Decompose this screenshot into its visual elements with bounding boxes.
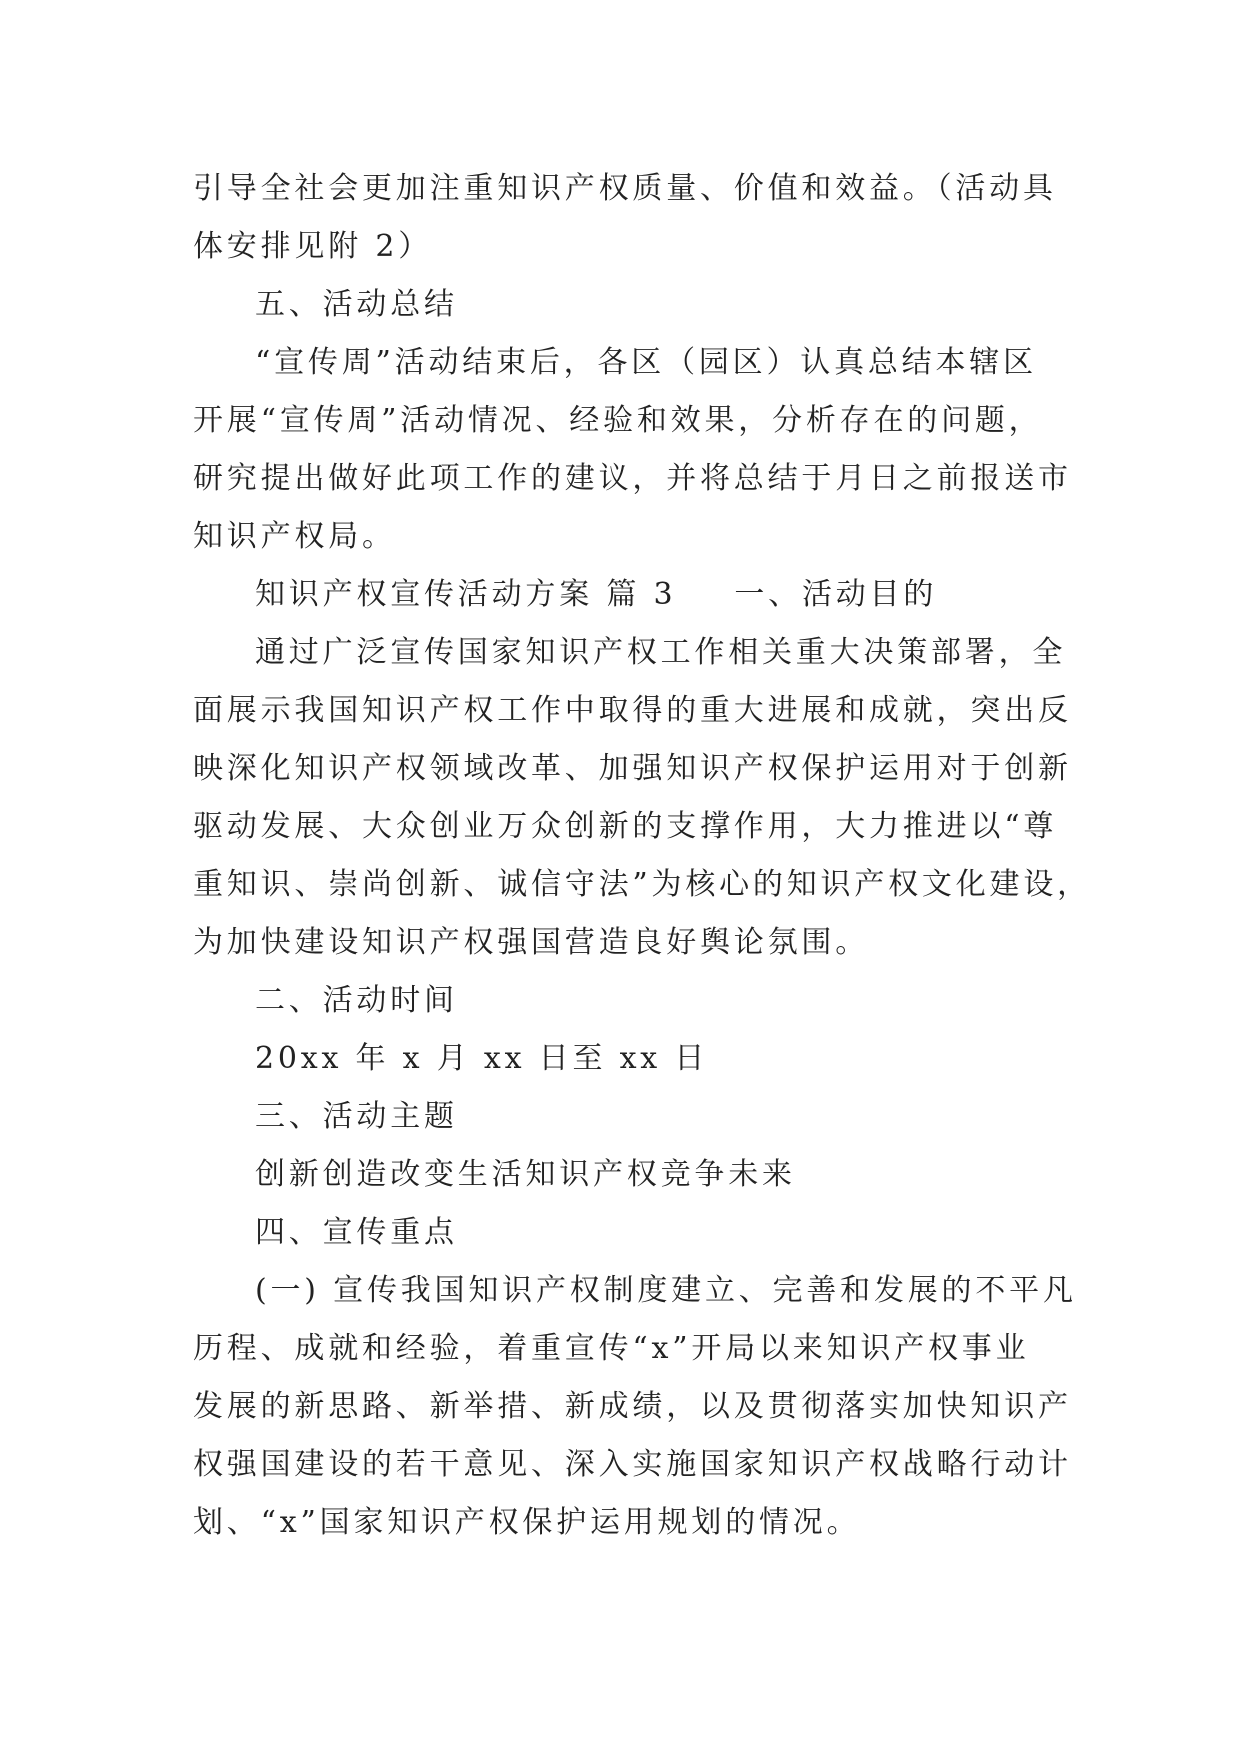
paragraph-line: 面展示我国知识产权工作中取得的重大进展和成就，突出反 — [193, 693, 1072, 728]
paragraph-line: 研究提出做好此项工作的建议，并将总结于月日之前报送市 — [193, 461, 1072, 496]
section-heading: 三、活动主题 — [255, 1099, 458, 1134]
document-title-line — [193, 566, 1053, 624]
section-heading: 一、活动目的 — [734, 577, 938, 612]
paragraph-line: 重知识、崇尚创新、诚信守法”为核心的知识产权文化建设， — [193, 867, 1091, 902]
paragraph-line: 引导全社会更加注重知识产权质量、价值和效益。（活动具 — [193, 171, 1057, 206]
section-heading: 二、活动时间 — [255, 983, 458, 1018]
document-body — [193, 160, 1091, 1552]
paragraph-line: 划、“x”国家知识产权保护运用规划的情况。 — [193, 1505, 861, 1540]
document-title: 知识产权宣传活动方案 篇 3 — [255, 577, 677, 612]
paragraph-line: (一) 宣传我国知识产权制度建立、完善和发展的不平凡 — [255, 1273, 1077, 1308]
paragraph-line: 通过广泛宣传国家知识产权工作相关重大决策部署，全 — [255, 635, 1067, 670]
paragraph-line: 为加快建设知识产权强国营造良好舆论氛围。 — [193, 925, 869, 960]
paragraph-line: 权强国建设的若干意见、深入实施国家知识产权战略行动计 — [193, 1447, 1072, 1482]
paragraph-line: 映深化知识产权领域改革、加强知识产权保护运用对于创新 — [193, 751, 1072, 786]
paragraph-line: 驱动发展、大众创业万众创新的支撑作用，大力推进以“尊 — [193, 809, 1058, 844]
paragraph-line: 历程、成就和经验，着重宣传“x”开局以来知识产权事业 — [193, 1331, 1030, 1366]
paragraph-line: 体安排见附 2） — [193, 229, 433, 264]
date-line: 20xx 年 x 月 xx 日至 xx 日 — [255, 1041, 709, 1076]
paragraph-line: 知识产权局。 — [193, 519, 396, 554]
section-heading: 四、宣传重点 — [255, 1215, 458, 1250]
paragraph-line: 发展的新思路、新举措、新成绩，以及贯彻落实加快知识产 — [193, 1389, 1072, 1424]
paragraph-line: “宣传周”活动结束后，各区（园区）认真总结本辖区 — [255, 345, 1037, 380]
section-heading: 五、活动总结 — [255, 287, 458, 322]
paragraph-line: 开展“宣传周”活动情况、经验和效果，分析存在的问题， — [193, 403, 1043, 438]
theme-line: 创新创造改变生活知识产权竞争未来 — [255, 1157, 796, 1192]
